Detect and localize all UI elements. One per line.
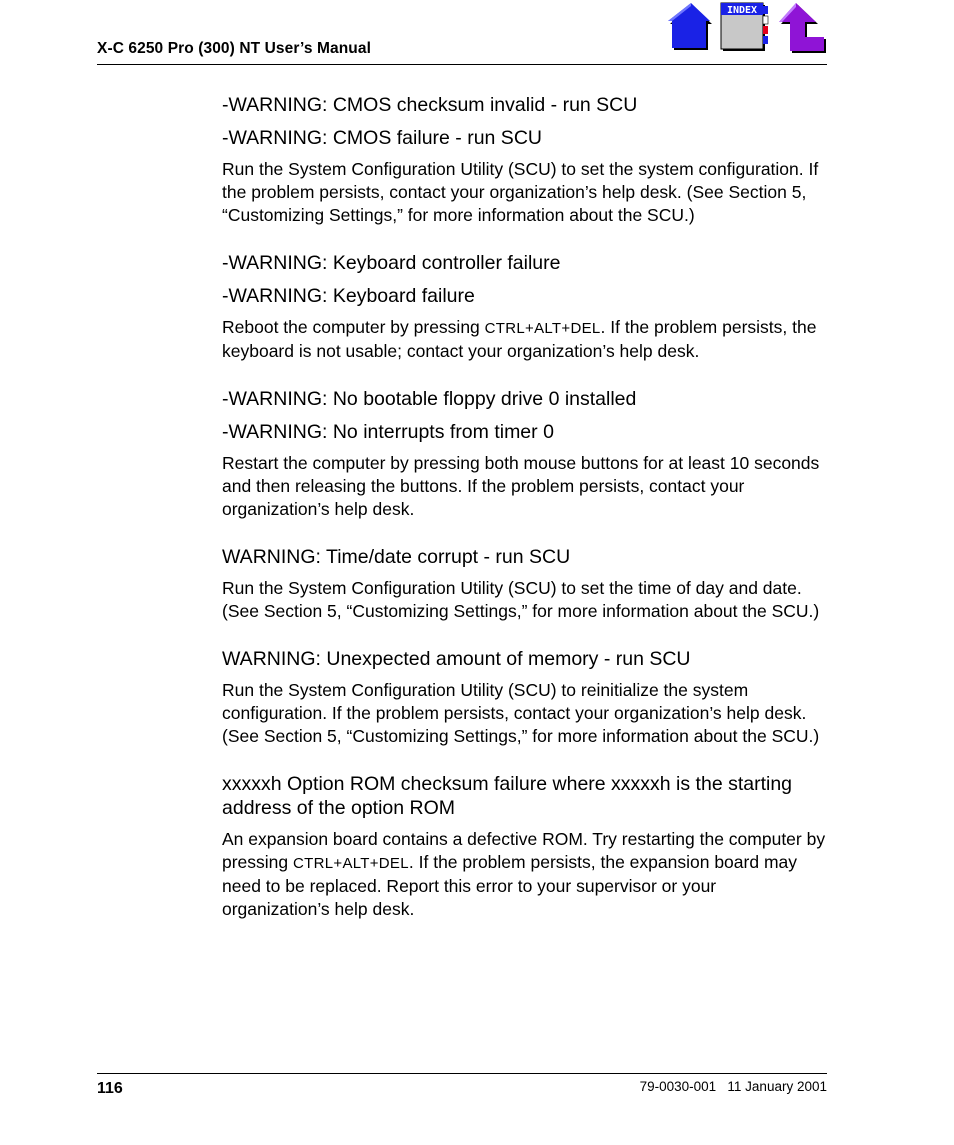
warning-description: Restart the computer by pressing both mouse buttons for at least 10 seconds and then releasing the buttons. If the problem persists, contact your organization’s help desk. (222, 453, 820, 519)
warning-description: Run the System Configuration Utility (SCU) to reinitialize the system configuration. If the problem persists, contact your organization’s help desk. (See Section 5, “Customizing Settings,” for more information about the SCU.) (222, 680, 820, 746)
warning-heading: -WARNING: No bootable floppy drive 0 installed (222, 388, 637, 410)
warning-block (222, 545, 827, 623)
document-id-date: 79-0030-001 11 January 2001 (639, 1079, 827, 1094)
key-combination: CTRL+ALT+DEL (484, 320, 601, 337)
main-content (222, 93, 827, 921)
warning-heading: -WARNING: CMOS failure - run SCU (222, 127, 542, 149)
warning-heading: -WARNING: Keyboard failure (222, 285, 475, 307)
warning-heading: -WARNING: CMOS checksum invalid - run SCU (222, 94, 638, 116)
home-icon[interactable] (668, 2, 714, 52)
warning-block (222, 93, 827, 227)
index-label: INDEX (726, 5, 758, 16)
warning-heading: -WARNING: Keyboard controller failure (222, 252, 561, 274)
warning-heading: WARNING: Unexpected amount of memory - run SCU (222, 648, 691, 670)
footer-divider (97, 1073, 827, 1074)
nav-toolbar (668, 2, 828, 54)
header-divider (97, 64, 827, 65)
warning-block (222, 647, 827, 748)
warning-heading: xxxxxh Option ROM checksum failure where xxxxxh is the starting address of the option ROM (222, 773, 793, 819)
desc-text: . If the problem persists, the expansion board may need to be replaced. Report this error to your supervisor or your organization’s help desk. (222, 852, 798, 919)
warning-heading: WARNING: Time/date corrupt - run SCU (222, 546, 571, 568)
index-icon[interactable] (720, 2, 772, 54)
warning-heading: -WARNING: No interrupts from timer 0 (222, 421, 554, 443)
warning-description (222, 316, 827, 363)
page-number: 116 (97, 1080, 123, 1097)
manual-title: X-C 6250 Pro (300) NT User’s Manual (97, 40, 371, 57)
warning-description (222, 828, 827, 921)
warning-description: Run the System Configuration Utility (SCU) to set the system configuration. If the problem persists, contact your organization’s help desk. (See Section 5, “Customizing Settings,” for more information about the SCU.) (222, 159, 819, 225)
warning-block (222, 387, 827, 521)
desc-text: . If the problem persists, the keyboard is not usable; contact your organization’s help desk. (222, 317, 817, 361)
warning-block (222, 251, 827, 363)
desc-text: An expansion board contains a defective ROM. Try restarting the computer by pressing (222, 829, 826, 872)
key-combination: CTRL+ALT+DEL (293, 855, 409, 872)
up-arrow-icon[interactable] (778, 2, 828, 54)
desc-text: Reboot the computer by pressing (222, 317, 485, 337)
warning-block (222, 772, 827, 921)
warning-description: Run the System Configuration Utility (SCU) to set the time of day and date. (See Section 5, “Customizing Settings,” for more information about the SCU.) (222, 578, 820, 621)
